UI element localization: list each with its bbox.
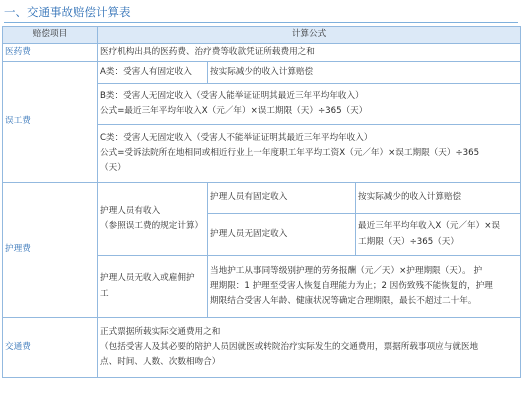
nursing-nofixed-formula-line1: 最近三年平均年收入X（元／年）×误: [358, 221, 500, 232]
nursing-noincome-text-line1: 当地护工从事同等级别护理的劳务报酬（元／天）×护理期限（天）。 护: [210, 265, 483, 276]
lost-work-c-formula: 公式=受诉法院所在地相同或相近行业上一年度职工年平均工资X（元／年）×误工期限（天）÷365: [100, 147, 480, 158]
lost-work-b: [98, 84, 521, 125]
nursing-noincome-text-line3: 期限结合受害人年龄、健康状况等确定合理期限，最长不超过二十年。: [210, 296, 477, 307]
transport-line2: （包括受害人及其必要的陪护人员因就医或转院治疗实际发生的交通费用，票据所载事项应与就医地: [100, 341, 479, 352]
header-formula: 计算公式: [98, 27, 521, 44]
lost-work-b-formula: 公式=最近三年平均年收入X（元／年）×误工期限（天）÷365（天）: [100, 106, 368, 116]
lost-work-c-formula-unit: （天）: [100, 163, 126, 174]
lost-work-a-value: 按实际减少的收入计算赔偿: [208, 62, 521, 84]
item-label-nursing: 护理费: [3, 183, 98, 318]
section-title: 一、交通事故赔偿计算表: [4, 2, 518, 23]
header-item: 赔偿项目: [3, 27, 98, 44]
nursing-noincome-text: [208, 256, 521, 318]
nursing-income-label: 护理人员有收入: [100, 205, 161, 216]
nursing-income-note: （参照误工费的规定计算）: [100, 221, 204, 231]
medical-formula: 医疗机构出具的医药费、治疗费等收款凭证所载费用之和: [98, 44, 521, 62]
nursing-nofixed-formula-line2: 工期限（天）÷365（天）: [358, 236, 459, 247]
table-row-nursing-fixed: [3, 183, 521, 214]
nursing-nofixed-formula: [356, 214, 521, 256]
nursing-noincome-label: [98, 256, 208, 318]
item-label-medical: 医药费: [3, 44, 98, 62]
table-header-row: [3, 27, 521, 44]
item-label-lost-work: 误工费: [3, 62, 98, 183]
nursing-fixed-label: 护理人员有固定收入: [208, 183, 356, 214]
transport-formula: [98, 318, 521, 378]
table-row-medical: [3, 44, 521, 62]
transport-line3: 点、时间、人数、次数相吻合）: [100, 357, 221, 368]
lost-work-c: [98, 125, 521, 183]
nursing-nofixed-label: 护理人员无固定收入: [208, 214, 356, 256]
nursing-fixed-value: 按实际减少的收入计算赔偿: [356, 183, 521, 214]
compensation-table: [2, 26, 521, 378]
lost-work-c-condition: C类：受害人无固定收入（受害人不能举证证明其最近三年平均年收入）: [100, 132, 373, 143]
lost-work-b-condition: B类：受害人无固定收入（受害人能举证证明其最近三年平均年收入）: [100, 90, 364, 101]
item-label-transport: 交通费: [3, 318, 98, 378]
nursing-noincome-label-line2: 工: [100, 288, 109, 299]
lost-work-a-label: A类：受害人有固定收入: [98, 62, 208, 84]
nursing-noincome-label-line1: 护理人员无收入或雇佣护: [100, 273, 195, 284]
nursing-noincome-text-line2: 理期限：1 护理至受害人恢复自理能力为止；2 因伤致残不能恢复的，护理: [210, 280, 493, 291]
transport-line1: 正式票据所载实际交通费用之和: [100, 326, 221, 337]
table-row-lost-work-a: [3, 62, 521, 84]
nursing-income: [98, 183, 208, 256]
table-row-transport: [3, 318, 521, 378]
